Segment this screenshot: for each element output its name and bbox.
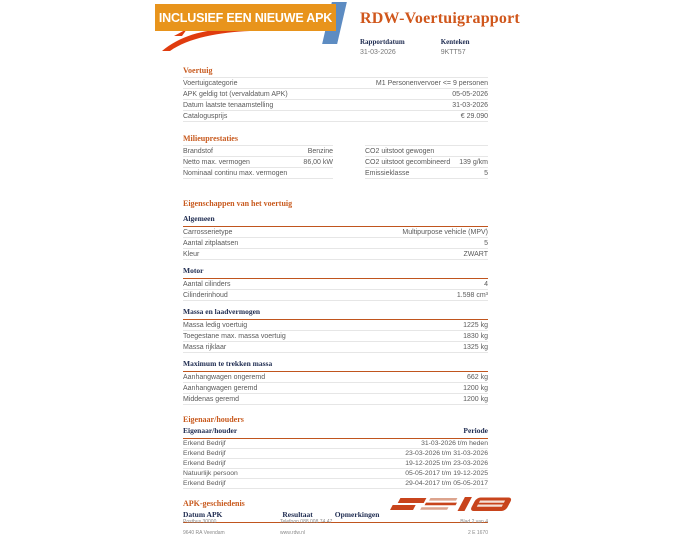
row-value: Multipurpose vehicle (MPV) — [402, 228, 488, 236]
report-date-value: 31-03-2026 — [360, 49, 396, 56]
section-heading-eigenschappen: Eigenschappen van het voertuig — [183, 199, 293, 208]
motor-table — [183, 279, 488, 301]
table-row — [183, 157, 333, 168]
row-label: Datum laatste tenaamstelling — [183, 101, 274, 109]
row-value: 31-03-2026 — [452, 101, 488, 109]
table-row — [183, 227, 488, 238]
table-row — [183, 111, 488, 122]
row-label: Massa rijklaar — [183, 343, 227, 351]
table-row — [183, 279, 488, 290]
milieu-left-column — [183, 145, 333, 179]
table-row — [183, 168, 333, 179]
row-label: Aantal cilinders — [183, 280, 231, 288]
period-cell: 23-03-2026 t/m 31-03-2026 — [405, 450, 488, 457]
table-row — [183, 78, 488, 89]
row-label: Voertuigcategorie — [183, 79, 238, 87]
row-label: Carrosserietype — [183, 228, 233, 236]
row-label: Catalogusprijs — [183, 112, 228, 120]
owner-cell: Erkend Bedrijf — [183, 480, 226, 487]
subsection-name-algemeen: Algemeen — [183, 214, 215, 223]
page-title: RDW-Voertuigrapport — [360, 10, 520, 27]
row-label: Brandstof — [183, 147, 213, 155]
table-row — [183, 394, 488, 405]
row-label: Emissieklasse — [365, 169, 410, 177]
row-value: 662 kg — [466, 373, 488, 381]
section-heading-voertuig: Voertuig — [183, 66, 213, 75]
footer-address-1: Postbus 30000 — [183, 519, 217, 525]
row-label: Netto max. vermogen — [183, 158, 250, 166]
table-row — [365, 146, 488, 157]
row-label: Cilinderinhoud — [183, 291, 228, 299]
footer-doc-code: 2 E 1670 — [467, 530, 488, 536]
table-row — [183, 331, 488, 342]
row-value: 1830 kg — [463, 332, 488, 340]
owner-cell: Erkend Bedrijf — [183, 450, 226, 457]
row-label: Aantal zitplaatsen — [183, 239, 239, 247]
footer-page-indicator: Blad 2 van 4 — [460, 519, 488, 525]
license-plate-block — [441, 38, 470, 56]
row-value: 1325 kg — [463, 343, 488, 351]
footer-website: www.rdw.nl — [280, 530, 306, 536]
row-value: 5 — [484, 239, 488, 247]
period-cell: 19-12-2025 t/m 23-03-2026 — [405, 460, 488, 467]
table-row — [183, 439, 488, 449]
table-row — [183, 146, 333, 157]
table-row — [183, 290, 488, 301]
owner-cell: Erkend Bedrijf — [183, 440, 226, 447]
footer-phone: Telefoon 088 008 74 47 — [280, 519, 333, 525]
column-header-apk-result: Resultaat — [282, 510, 313, 519]
row-label: Aanhangwagen geremd — [183, 384, 258, 392]
row-label: Toegestane max. massa voertuig — [183, 332, 286, 340]
row-value: 5 — [484, 169, 488, 177]
table-row — [183, 459, 488, 469]
subsection-name-motor: Motor — [183, 266, 204, 275]
period-cell: 29-04-2017 t/m 05-05-2017 — [405, 480, 488, 487]
row-value: ZWART — [463, 250, 488, 258]
report-meta — [360, 38, 469, 56]
table-row — [183, 372, 488, 383]
row-label: Kleur — [183, 250, 200, 258]
table-row — [365, 168, 488, 179]
table-row — [183, 249, 488, 260]
massa-table — [183, 320, 488, 353]
apk-banner — [155, 4, 336, 31]
column-header-apk-date: Datum APK — [183, 510, 223, 519]
table-row — [183, 100, 488, 111]
report-body — [183, 66, 488, 536]
row-label: Massa ledig voertuig — [183, 321, 248, 329]
footer-address-2: 9640 RA Veendam — [183, 530, 225, 536]
row-value: M1 Personenvervoer <= 9 personen — [375, 79, 488, 87]
row-value: 86,00 kW — [303, 158, 333, 166]
owner-cell: Natuurlijk persoon — [183, 470, 238, 477]
apk-banner-label: INCLUSIEF EEN NIEUWE APK — [158, 10, 333, 25]
decorative-speed-graphic — [378, 495, 533, 514]
footer-line-1 — [183, 519, 488, 525]
row-value: 1200 kg — [463, 384, 488, 392]
footer-line-2 — [183, 530, 488, 536]
subsection-name-massa: Massa en laadvermogen — [183, 307, 261, 316]
row-value: € 29.090 — [460, 112, 488, 120]
section-heading-apk: APK-geschiedenis — [183, 499, 245, 508]
column-header-owner: Eigenaar/houder — [183, 426, 238, 435]
eigenaars-header-row — [183, 426, 488, 438]
owner-cell: Erkend Bedrijf — [183, 460, 226, 467]
table-row — [183, 238, 488, 249]
table-row — [183, 320, 488, 331]
table-row — [365, 157, 488, 168]
row-label: Aanhangwagen ongeremd — [183, 373, 266, 381]
row-value: 1200 kg — [463, 395, 488, 403]
period-cell: 31-03-2026 t/m heden — [421, 440, 488, 447]
row-label: APK geldig tot (vervaldatum APK) — [183, 90, 288, 98]
table-row — [183, 383, 488, 394]
row-value: Benzine — [307, 147, 333, 155]
subsection-name-trekken-massa: Maximum te trekken massa — [183, 359, 273, 368]
row-label: Nominaal continu max. vermogen — [183, 169, 288, 177]
row-label: CO2 uitstoot gecombineerd — [365, 158, 451, 166]
table-row — [183, 89, 488, 100]
table-row — [183, 449, 488, 459]
row-value: 1225 kg — [463, 321, 488, 329]
trekken-massa-table — [183, 372, 488, 405]
row-value: 4 — [484, 280, 488, 288]
report-date-block — [360, 38, 405, 56]
row-label: CO2 uitstoot gewogen — [365, 147, 435, 155]
row-value: 05-05-2026 — [452, 90, 488, 98]
row-value: 139 g/km — [459, 158, 488, 166]
row-value: 1.598 cm³ — [456, 291, 488, 299]
eigenaars-table — [183, 439, 488, 489]
milieu-table — [183, 145, 488, 179]
table-row — [183, 469, 488, 479]
table-row — [183, 342, 488, 353]
milieu-right-column — [365, 145, 488, 179]
row-label: Middenas geremd — [183, 395, 240, 403]
column-header-period: Periode — [463, 426, 488, 435]
report-date-label: Rapportdatum — [360, 38, 405, 46]
column-header-apk-remarks: Opmerkingen — [334, 510, 380, 519]
license-plate-label: Kenteken — [440, 38, 470, 46]
license-plate-value: 9KTT57 — [440, 49, 466, 56]
voertuig-table — [183, 77, 488, 122]
section-heading-milieuprestaties: Milieuprestaties — [183, 134, 238, 143]
table-row — [183, 479, 488, 489]
algemeen-table — [183, 227, 488, 260]
section-heading-eigenaars: Eigenaar/houders — [183, 415, 244, 424]
period-cell: 05-05-2017 t/m 19-12-2025 — [405, 470, 488, 477]
